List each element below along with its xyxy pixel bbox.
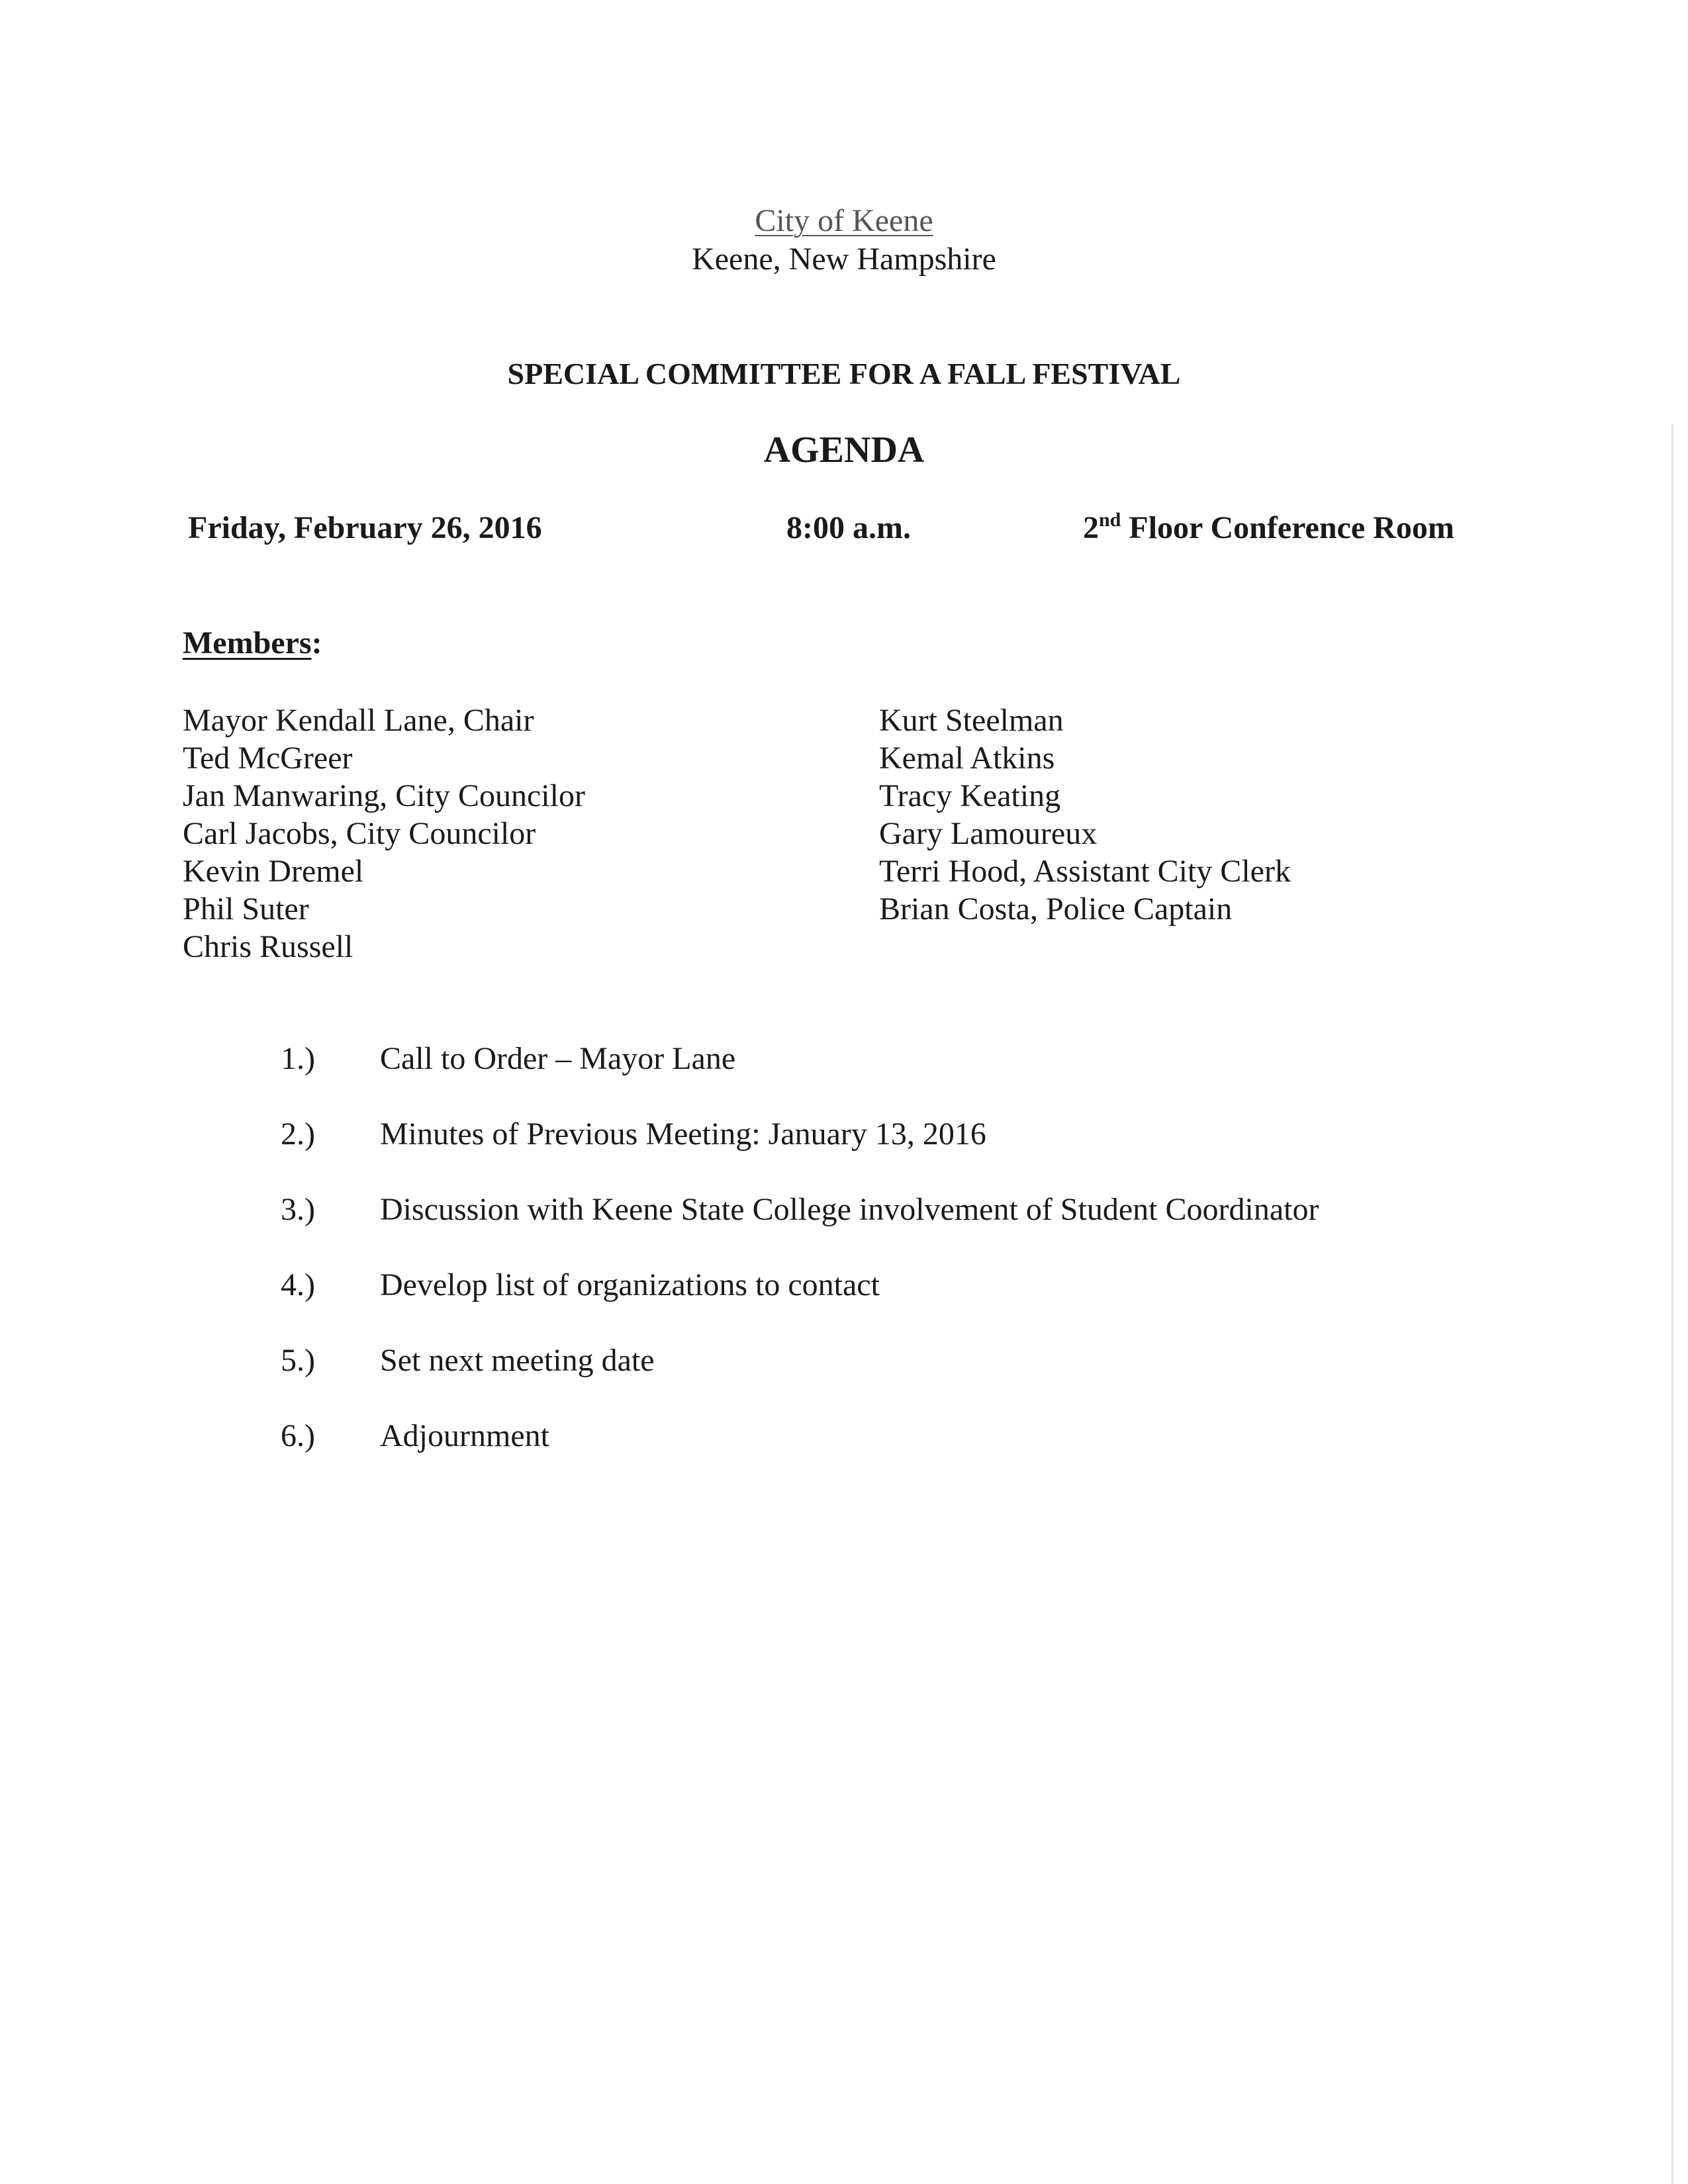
members-heading [183, 625, 322, 661]
member-name: Brian Costa, Police Captain [879, 891, 1233, 927]
member-name: Phil Suter [183, 891, 309, 927]
member-name: Mayor Kendall Lane, Chair [183, 703, 534, 738]
member-name: Tracy Keating [879, 778, 1061, 813]
meeting-location-ordinal: nd [1099, 509, 1121, 531]
member-name: Terri Hood, Assistant City Clerk [879, 854, 1291, 889]
members-left-column [183, 702, 585, 966]
agenda-item-text: Set next meeting date [380, 1343, 655, 1378]
agenda-item [0, 1267, 1688, 1342]
meeting-location-floor: 2 [1083, 510, 1099, 545]
city-location: Keene, New Hampshire [692, 242, 996, 277]
member-name: Gary Lamoureux [879, 816, 1098, 851]
agenda-item [0, 1116, 1688, 1191]
agenda-item [0, 1040, 1688, 1116]
agenda-title: AGENDA [763, 430, 925, 471]
agenda-item-number: 2.) [281, 1116, 315, 1152]
agenda-item-number: 1.) [281, 1041, 315, 1076]
meeting-location-room: Floor Conference Room [1121, 510, 1454, 545]
meeting-time: 8:00 a.m. [786, 510, 911, 545]
member-name: Carl Jacobs, City Councilor [183, 816, 536, 851]
member-name: Kemal Atkins [879, 741, 1055, 776]
member-name: Kevin Dremel [183, 854, 364, 889]
agenda-item-text: Call to Order – Mayor Lane [380, 1041, 736, 1076]
agenda-item-text: Discussion with Keene State College involvement of Student Coordinator [380, 1192, 1319, 1227]
city-name: City of Keene [755, 203, 933, 238]
agenda-item [0, 1418, 1688, 1493]
agenda-items-list [0, 1040, 1688, 1493]
members-right-column [879, 702, 1291, 928]
committee-title: SPECIAL COMMITTEE FOR A FALL FESTIVAL [507, 357, 1181, 390]
agenda-item-number: 4.) [281, 1267, 315, 1302]
member-name: Jan Manwaring, City Councilor [183, 778, 585, 813]
agenda-item-number: 5.) [281, 1343, 315, 1378]
members-heading-colon: : [311, 625, 322, 660]
agenda-item-number: 6.) [281, 1418, 315, 1453]
members-heading-label: Members [183, 625, 312, 660]
agenda-item-text: Develop list of organizations to contact [380, 1267, 880, 1302]
agenda-item-text: Minutes of Previous Meeting: January 13, 2016 [380, 1116, 986, 1152]
member-name: Kurt Steelman [879, 703, 1064, 738]
agenda-item [0, 1191, 1688, 1267]
agenda-item [0, 1342, 1688, 1418]
meeting-location [1083, 510, 1454, 546]
agenda-item-text: Adjournment [380, 1418, 549, 1453]
member-name: Ted McGreer [183, 741, 353, 776]
agenda-item-number: 3.) [281, 1192, 315, 1227]
member-name: Chris Russell [183, 929, 353, 964]
meeting-date: Friday, February 26, 2016 [188, 510, 542, 545]
